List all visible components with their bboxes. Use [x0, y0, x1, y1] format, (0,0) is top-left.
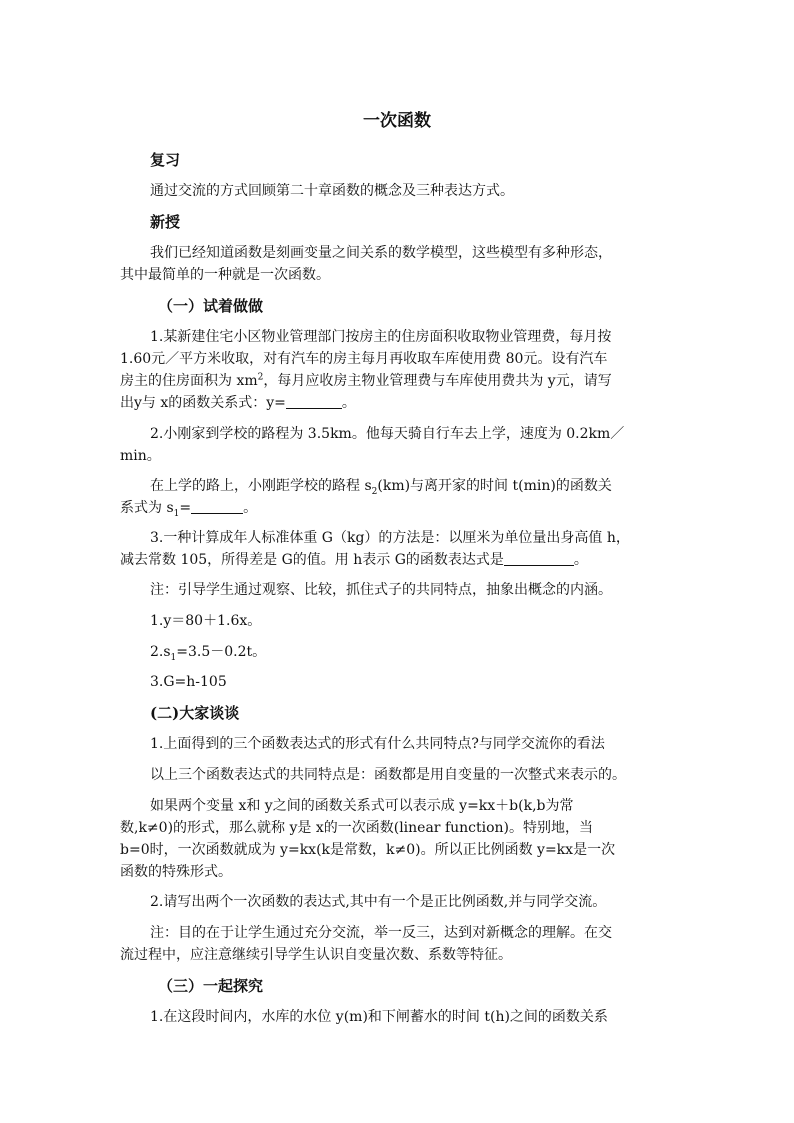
new-paragraph-line: 我们已经知道函数是刻画变量之间关系的数学模型，这些模型有多种形态，	[150, 245, 612, 261]
question-line: 3.一种计算成年人标准体重 G（kg）的方法是：以厘米为单位量出身高值 h，	[150, 530, 630, 546]
question-line: 系式为 $s_1=$ 。	[120, 500, 258, 519]
definition-line: 函数的特殊形式。	[120, 864, 232, 880]
review-text: 通过交流的方式回顾第二十章函数的概念及三种表达方式。	[150, 183, 514, 199]
question-line: 2.请写出两个一次函数的表达式,其中有一个是正比例函数,并与同学交流。	[150, 894, 607, 910]
question-line: 1.上面得到的三个函数表达式的形式有什么共同特点?与同学交流你的看法	[150, 736, 605, 752]
question-line: 出y与 x的函数关系式：y= 。	[120, 395, 356, 411]
section3-heading: （三）一起探究	[158, 977, 264, 995]
definition-line: b=0时，一次函数就成为 y=kx(k是常数，k≠0)。所以正比例函数 y=kx是一次	[120, 842, 616, 858]
answer-line: 1.y＝80＋1.6x。	[150, 613, 262, 629]
question-line: 在上学的路上，小刚距学校的路程 $s_2(km)$与离开家的时间 t(min)的函数关	[150, 478, 612, 497]
answer-blank[interactable]	[504, 550, 574, 566]
answer-line: 3.G=h-105	[150, 674, 227, 690]
section2-heading: (二)大家谈谈	[150, 704, 240, 722]
new-heading: 新授	[150, 213, 181, 231]
answer-blank[interactable]	[191, 498, 243, 514]
question-line: 2.小刚家到学校的路程为 3.5km。他每天骑自行车去上学，速度为 0.2km／	[150, 426, 625, 442]
review-heading: 复习	[150, 151, 181, 169]
question-line: 减去常数 105，所得差是 G的值。用 h表示 G的函数表达式是 。	[120, 552, 588, 568]
page-title: 一次函数	[363, 111, 431, 131]
definition-line: 如果两个变量 x和 y之间的函数关系式可以表示成 y=kx＋b(k,b为常	[150, 798, 574, 814]
new-paragraph-line: 其中最简单的一种就是一次函数。	[120, 267, 330, 283]
section1-heading: （一）试着做做	[158, 297, 264, 315]
answer-line: $2.s_1=3.5-0.2t$。	[150, 644, 267, 663]
note-text: 注：目的在于让学生通过充分交流，举一反三，达到对新概念的理解。在交	[150, 925, 612, 941]
question-line: min。	[120, 448, 161, 464]
answer-blank[interactable]	[286, 393, 342, 409]
question-line: 房主的住房面积为 $xm^2$，每月应收房主物业管理费与车库使用费共为 y元，请写	[120, 372, 612, 389]
answer-line: 以上三个函数表达式的共同特点是：函数都是用自变量的一次整式来表示的。	[150, 767, 626, 783]
question-line: 1.在这段时间内，水库的水位 y(m)和下闸蓄水的时间 t(h)之间的函数关系	[150, 1009, 608, 1025]
note-text: 注：引导学生通过观察、比较，抓住式子的共同特点，抽象出概念的内涵。	[150, 582, 612, 598]
note-text: 流过程中，应注意继续引导学生认识自变量次数、系数等特征。	[120, 947, 512, 963]
question-line: 1.60元／平方米收取，对有汽车的房主每月再收取车库使用费 80元。设有汽车	[120, 351, 608, 367]
question-line: 1.某新建住宅小区物业管理部门按房主的住房面积收取物业管理费，每月按	[150, 329, 612, 345]
definition-line: 数,k≠0)的形式，那么就称 y是 x的一次函数(linear function)。特别地，当	[120, 820, 594, 836]
